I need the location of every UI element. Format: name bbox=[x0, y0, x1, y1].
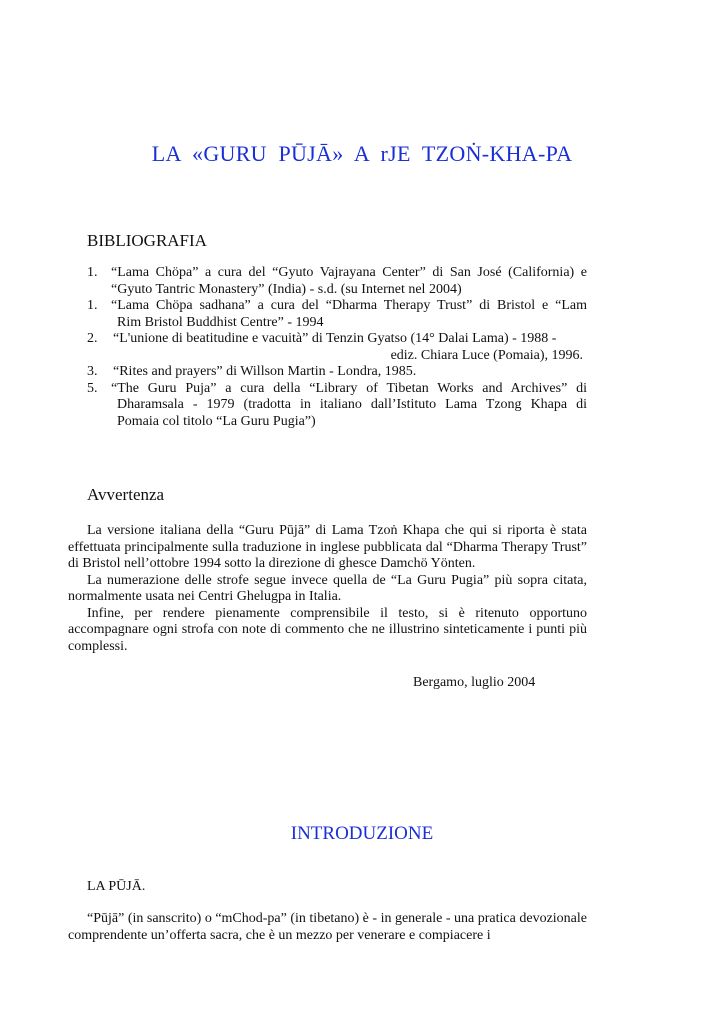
bibliography-entry bbox=[87, 364, 587, 381]
entry-line: ediz. Chiara Luce (Pomaia), 1996. bbox=[390, 347, 583, 363]
entry-number: 2. bbox=[87, 331, 98, 346]
entry-line: “Lama Chöpa sadhana” a cura del “Dharma Therapy Trust” di Bristol e “Lam bbox=[111, 298, 587, 313]
avvertenza-paragraph: La numerazione delle strofe segue invece quella de “La Guru Pugia” più sopra citata, normalmente usata nei Centri Ghelugpa in Italia. bbox=[68, 572, 587, 604]
entry-line: “Lama Chöpa” a cura del “Gyuto Vajrayana Center” di San José (California) e bbox=[111, 265, 587, 280]
avvertenza-heading: Avvertenza bbox=[87, 485, 165, 504]
entry-line: Dharamsala - 1979 (tradotta in italiano dall’Istituto Lama Tzong Khapa di bbox=[117, 397, 587, 412]
avvertenza-paragraph: Infine, per rendere pienamente comprensibile il testo, si è ritenuto opportuno accompagnare ogni strofa con note di commento che ne illustrino sinteticamente i punti più complessi. bbox=[68, 605, 587, 654]
entry-line: “Rites and prayers” di Willson Martin - Londra, 1985. bbox=[113, 364, 417, 379]
bibliography-entry bbox=[87, 298, 587, 331]
introduction-paragraph: “Pūjā” (in sanscrito) o “mChod-pa” (in tibetano) è - in generale - una pratica devozionale comprendente un’offerta sacra, che è un mezzo per venerare e compiacere i bbox=[68, 911, 587, 943]
bibliography-entry bbox=[87, 265, 587, 298]
entry-line: “Gyuto Tantric Monastery” (India) - s.d. (su Internet nel 2004) bbox=[111, 281, 462, 297]
entry-number: 5. bbox=[87, 380, 98, 396]
entry-number: 1. bbox=[87, 265, 98, 280]
entry-number: 3. bbox=[87, 364, 98, 379]
entry-line: Pomaia col titolo “La Guru Pugia”) bbox=[117, 413, 316, 429]
avvertenza-paragraph: La versione italiana della “Guru Pūjā” di Lama Tzoṅ Khapa che qui si riporta è stata effettuata principalmente sulla traduzione in inglese pubblicata dal “Dharma Therapy Trust” di Bristol nell’ottobre 1994 sotto la direzione di ghesce Damchö Yönten. bbox=[68, 523, 587, 571]
entry-line: Rim Bristol Buddhist Centre” - 1994 bbox=[117, 314, 324, 330]
bibliography-list bbox=[87, 265, 587, 430]
introduction-heading: INTRODUZIONE bbox=[290, 823, 434, 844]
bibliography-heading: BIBLIOGRAFIA bbox=[87, 231, 207, 250]
entry-line: “L'unione di beatitudine e vacuità” di Tenzin Gyatso (14° Dalai Lama) - 1988 - bbox=[113, 331, 557, 346]
section-subheading: LA PŪJĀ. bbox=[87, 879, 146, 894]
entry-line: “The Guru Puja” a cura della “Library of Tibetan Works and Archives” di bbox=[111, 380, 587, 396]
avvertenza-body bbox=[68, 523, 587, 655]
place-date: Bergamo, luglio 2004 bbox=[413, 675, 536, 690]
bibliography-entry bbox=[87, 331, 587, 364]
bibliography-entry bbox=[87, 381, 587, 431]
document-title: LA «GURU PŪJĀ» A rJE TZOṄ-KHA-PA bbox=[151, 141, 573, 166]
entry-number: 1. bbox=[87, 298, 98, 313]
